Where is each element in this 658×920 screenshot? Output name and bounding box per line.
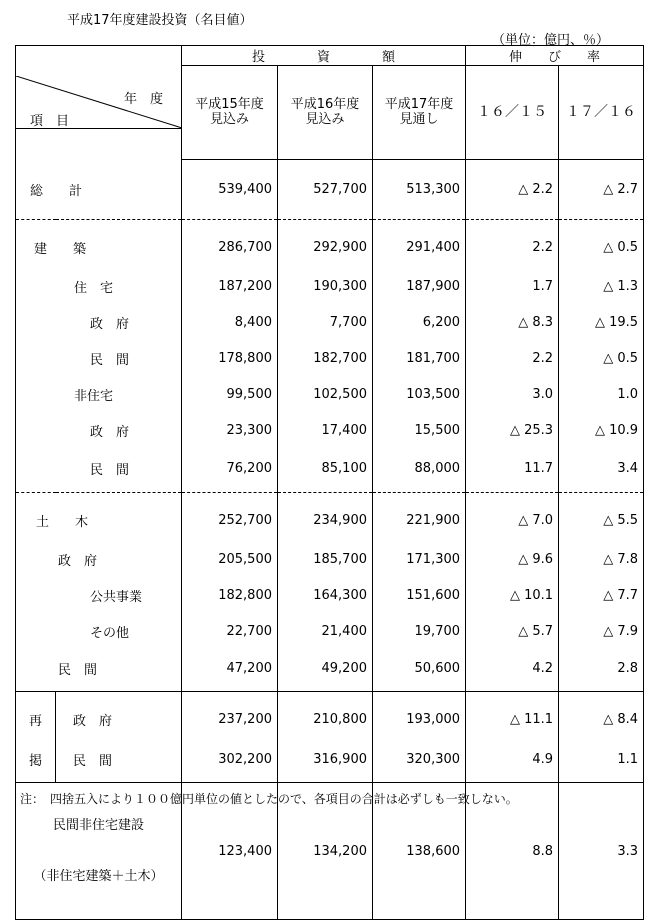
cell-h15: 302,200 <box>182 740 278 783</box>
corner-year-label: 年 度 <box>123 92 163 107</box>
row-label: 民 間 <box>16 448 182 493</box>
cell-rate-1615: △ 9.6 <box>466 541 559 577</box>
cell-rate-1716: 3.3 <box>559 783 644 920</box>
col-rate-1615-header: １６／１５ <box>466 66 559 159</box>
cell-h17: 513,300 <box>373 159 466 220</box>
cell-h15: 252,700 <box>182 493 278 542</box>
row-label: 民 間 <box>16 340 182 376</box>
page-title: 平成17年度建設投資（名目値） <box>67 13 253 28</box>
row-label: 住 宅 <box>16 268 182 304</box>
construction-investment-table <box>15 45 644 920</box>
cell-rate-1716: △ 0.5 <box>559 340 644 376</box>
row-label: 民 間 <box>16 649 182 692</box>
row-label: 政 府 <box>16 412 182 448</box>
cell-rate-1716: 1.0 <box>559 376 644 412</box>
row-label: その他 <box>16 613 182 649</box>
row-label: 総 計 <box>16 159 182 220</box>
cell-h15: 539,400 <box>182 159 278 220</box>
cell-h15: 76,200 <box>182 448 278 493</box>
cell-rate-1716: 3.4 <box>559 448 644 493</box>
row-label: 民間非住宅建設 （非住宅建築＋土木） <box>16 783 182 920</box>
cell-h16: 190,300 <box>278 268 373 304</box>
table-row <box>16 493 644 542</box>
cell-h17: 221,900 <box>373 493 466 542</box>
cell-h16: 49,200 <box>278 649 373 692</box>
cell-h15: 22,700 <box>182 613 278 649</box>
table-row <box>16 159 644 220</box>
saikei-bottom-label: 掲 <box>16 740 56 783</box>
cell-rate-1615: 8.8 <box>466 783 559 920</box>
cell-h16: 134,200 <box>278 783 373 920</box>
cell-rate-1716: △ 7.7 <box>559 577 644 613</box>
col-h15-header: 平成15年度 見込み <box>182 66 278 159</box>
table-row <box>16 740 644 783</box>
table-row <box>16 577 644 613</box>
table-row <box>16 340 644 376</box>
table-row <box>16 412 644 448</box>
row-label: 非住宅 <box>16 376 182 412</box>
cell-h17: 138,600 <box>373 783 466 920</box>
table-row <box>16 304 644 340</box>
cell-rate-1716: △ 10.9 <box>559 412 644 448</box>
cell-rate-1615: △ 7.0 <box>466 493 559 542</box>
cell-h15: 99,500 <box>182 376 278 412</box>
cell-h17: 171,300 <box>373 541 466 577</box>
cell-rate-1716: △ 8.4 <box>559 692 644 741</box>
cell-h16: 102,500 <box>278 376 373 412</box>
cell-h16: 210,800 <box>278 692 373 741</box>
cell-h15: 178,800 <box>182 340 278 376</box>
unit-label: （単位：億円、％） <box>492 33 610 48</box>
cell-rate-1615: △ 5.7 <box>466 613 559 649</box>
row-label: 土 木 <box>16 493 182 542</box>
cell-h16: 21,400 <box>278 613 373 649</box>
cell-rate-1716: △ 7.8 <box>559 541 644 577</box>
cell-h17: 193,000 <box>373 692 466 741</box>
cell-h17: 6,200 <box>373 304 466 340</box>
table-row <box>16 376 644 412</box>
row-label: 建 築 <box>16 220 182 269</box>
cell-h16: 185,700 <box>278 541 373 577</box>
cell-h15: 286,700 <box>182 220 278 269</box>
cell-h16: 164,300 <box>278 577 373 613</box>
cell-rate-1716: 1.1 <box>559 740 644 783</box>
table-row <box>16 541 644 577</box>
row-label: 公共事業 <box>16 577 182 613</box>
cell-rate-1615: △ 8.3 <box>466 304 559 340</box>
cell-rate-1716: △ 7.9 <box>559 613 644 649</box>
cell-rate-1615: △ 10.1 <box>466 577 559 613</box>
table-row <box>16 613 644 649</box>
saikei-top-label: 再 <box>16 692 56 741</box>
row-label: 政 府 <box>16 304 182 340</box>
table-row <box>16 268 644 304</box>
cell-h17: 103,500 <box>373 376 466 412</box>
cell-rate-1716: △ 5.5 <box>559 493 644 542</box>
cell-h16: 17,400 <box>278 412 373 448</box>
cell-h15: 205,500 <box>182 541 278 577</box>
footnote: 注： 四捨五入により１００億円単位の値としたので、各項目の合計は必ずしも一致しない。 <box>20 792 518 806</box>
cell-h15: 182,800 <box>182 577 278 613</box>
cell-h15: 47,200 <box>182 649 278 692</box>
cell-rate-1716: △ 0.5 <box>559 220 644 269</box>
cell-h17: 151,600 <box>373 577 466 613</box>
cell-h17: 291,400 <box>373 220 466 269</box>
cell-rate-1615: 2.2 <box>466 340 559 376</box>
cell-h16: 292,900 <box>278 220 373 269</box>
cell-h16: 85,100 <box>278 448 373 493</box>
cell-rate-1615: △ 2.2 <box>466 159 559 220</box>
cell-rate-1615: 1.7 <box>466 268 559 304</box>
cell-rate-1716: △ 1.3 <box>559 268 644 304</box>
cell-h17: 50,600 <box>373 649 466 692</box>
cell-h15: 23,300 <box>182 412 278 448</box>
cell-h15: 123,400 <box>182 783 278 920</box>
cell-h16: 182,700 <box>278 340 373 376</box>
cell-rate-1615: 3.0 <box>466 376 559 412</box>
row-label: 政 府 <box>16 541 182 577</box>
cell-h17: 320,300 <box>373 740 466 783</box>
growth-group-header: 伸 び 率 <box>466 46 644 66</box>
corner-cell <box>16 46 182 160</box>
cell-h17: 19,700 <box>373 613 466 649</box>
cell-rate-1716: 2.8 <box>559 649 644 692</box>
cell-rate-1615: 11.7 <box>466 448 559 493</box>
table-row <box>16 692 644 741</box>
cell-rate-1615: △ 11.1 <box>466 692 559 741</box>
cell-h17: 181,700 <box>373 340 466 376</box>
corner-item-label: 項 目 <box>30 114 70 129</box>
cell-h17: 15,500 <box>373 412 466 448</box>
col-h16-header: 平成16年度 見込み <box>278 66 373 159</box>
cell-h15: 237,200 <box>182 692 278 741</box>
table-row <box>16 448 644 493</box>
table-row <box>16 649 644 692</box>
col-h17-header: 平成17年度 見通し <box>373 66 466 159</box>
cell-rate-1716: △ 19.5 <box>559 304 644 340</box>
cell-h15: 8,400 <box>182 304 278 340</box>
cell-h16: 527,700 <box>278 159 373 220</box>
investment-group-header: 投 資 額 <box>182 46 466 66</box>
cell-h16: 7,700 <box>278 304 373 340</box>
cell-h17: 187,900 <box>373 268 466 304</box>
cell-rate-1615: 2.2 <box>466 220 559 269</box>
row-label: 民 間 <box>56 740 182 783</box>
cell-rate-1716: △ 2.7 <box>559 159 644 220</box>
cell-rate-1615: 4.9 <box>466 740 559 783</box>
row-label: 政 府 <box>56 692 182 741</box>
cell-rate-1615: 4.2 <box>466 649 559 692</box>
col-rate-1716-header: １７／１６ <box>559 66 644 159</box>
table-row <box>16 220 644 269</box>
cell-h16: 316,900 <box>278 740 373 783</box>
cell-h15: 187,200 <box>182 268 278 304</box>
cell-h17: 88,000 <box>373 448 466 493</box>
cell-rate-1615: △ 25.3 <box>466 412 559 448</box>
cell-h16: 234,900 <box>278 493 373 542</box>
